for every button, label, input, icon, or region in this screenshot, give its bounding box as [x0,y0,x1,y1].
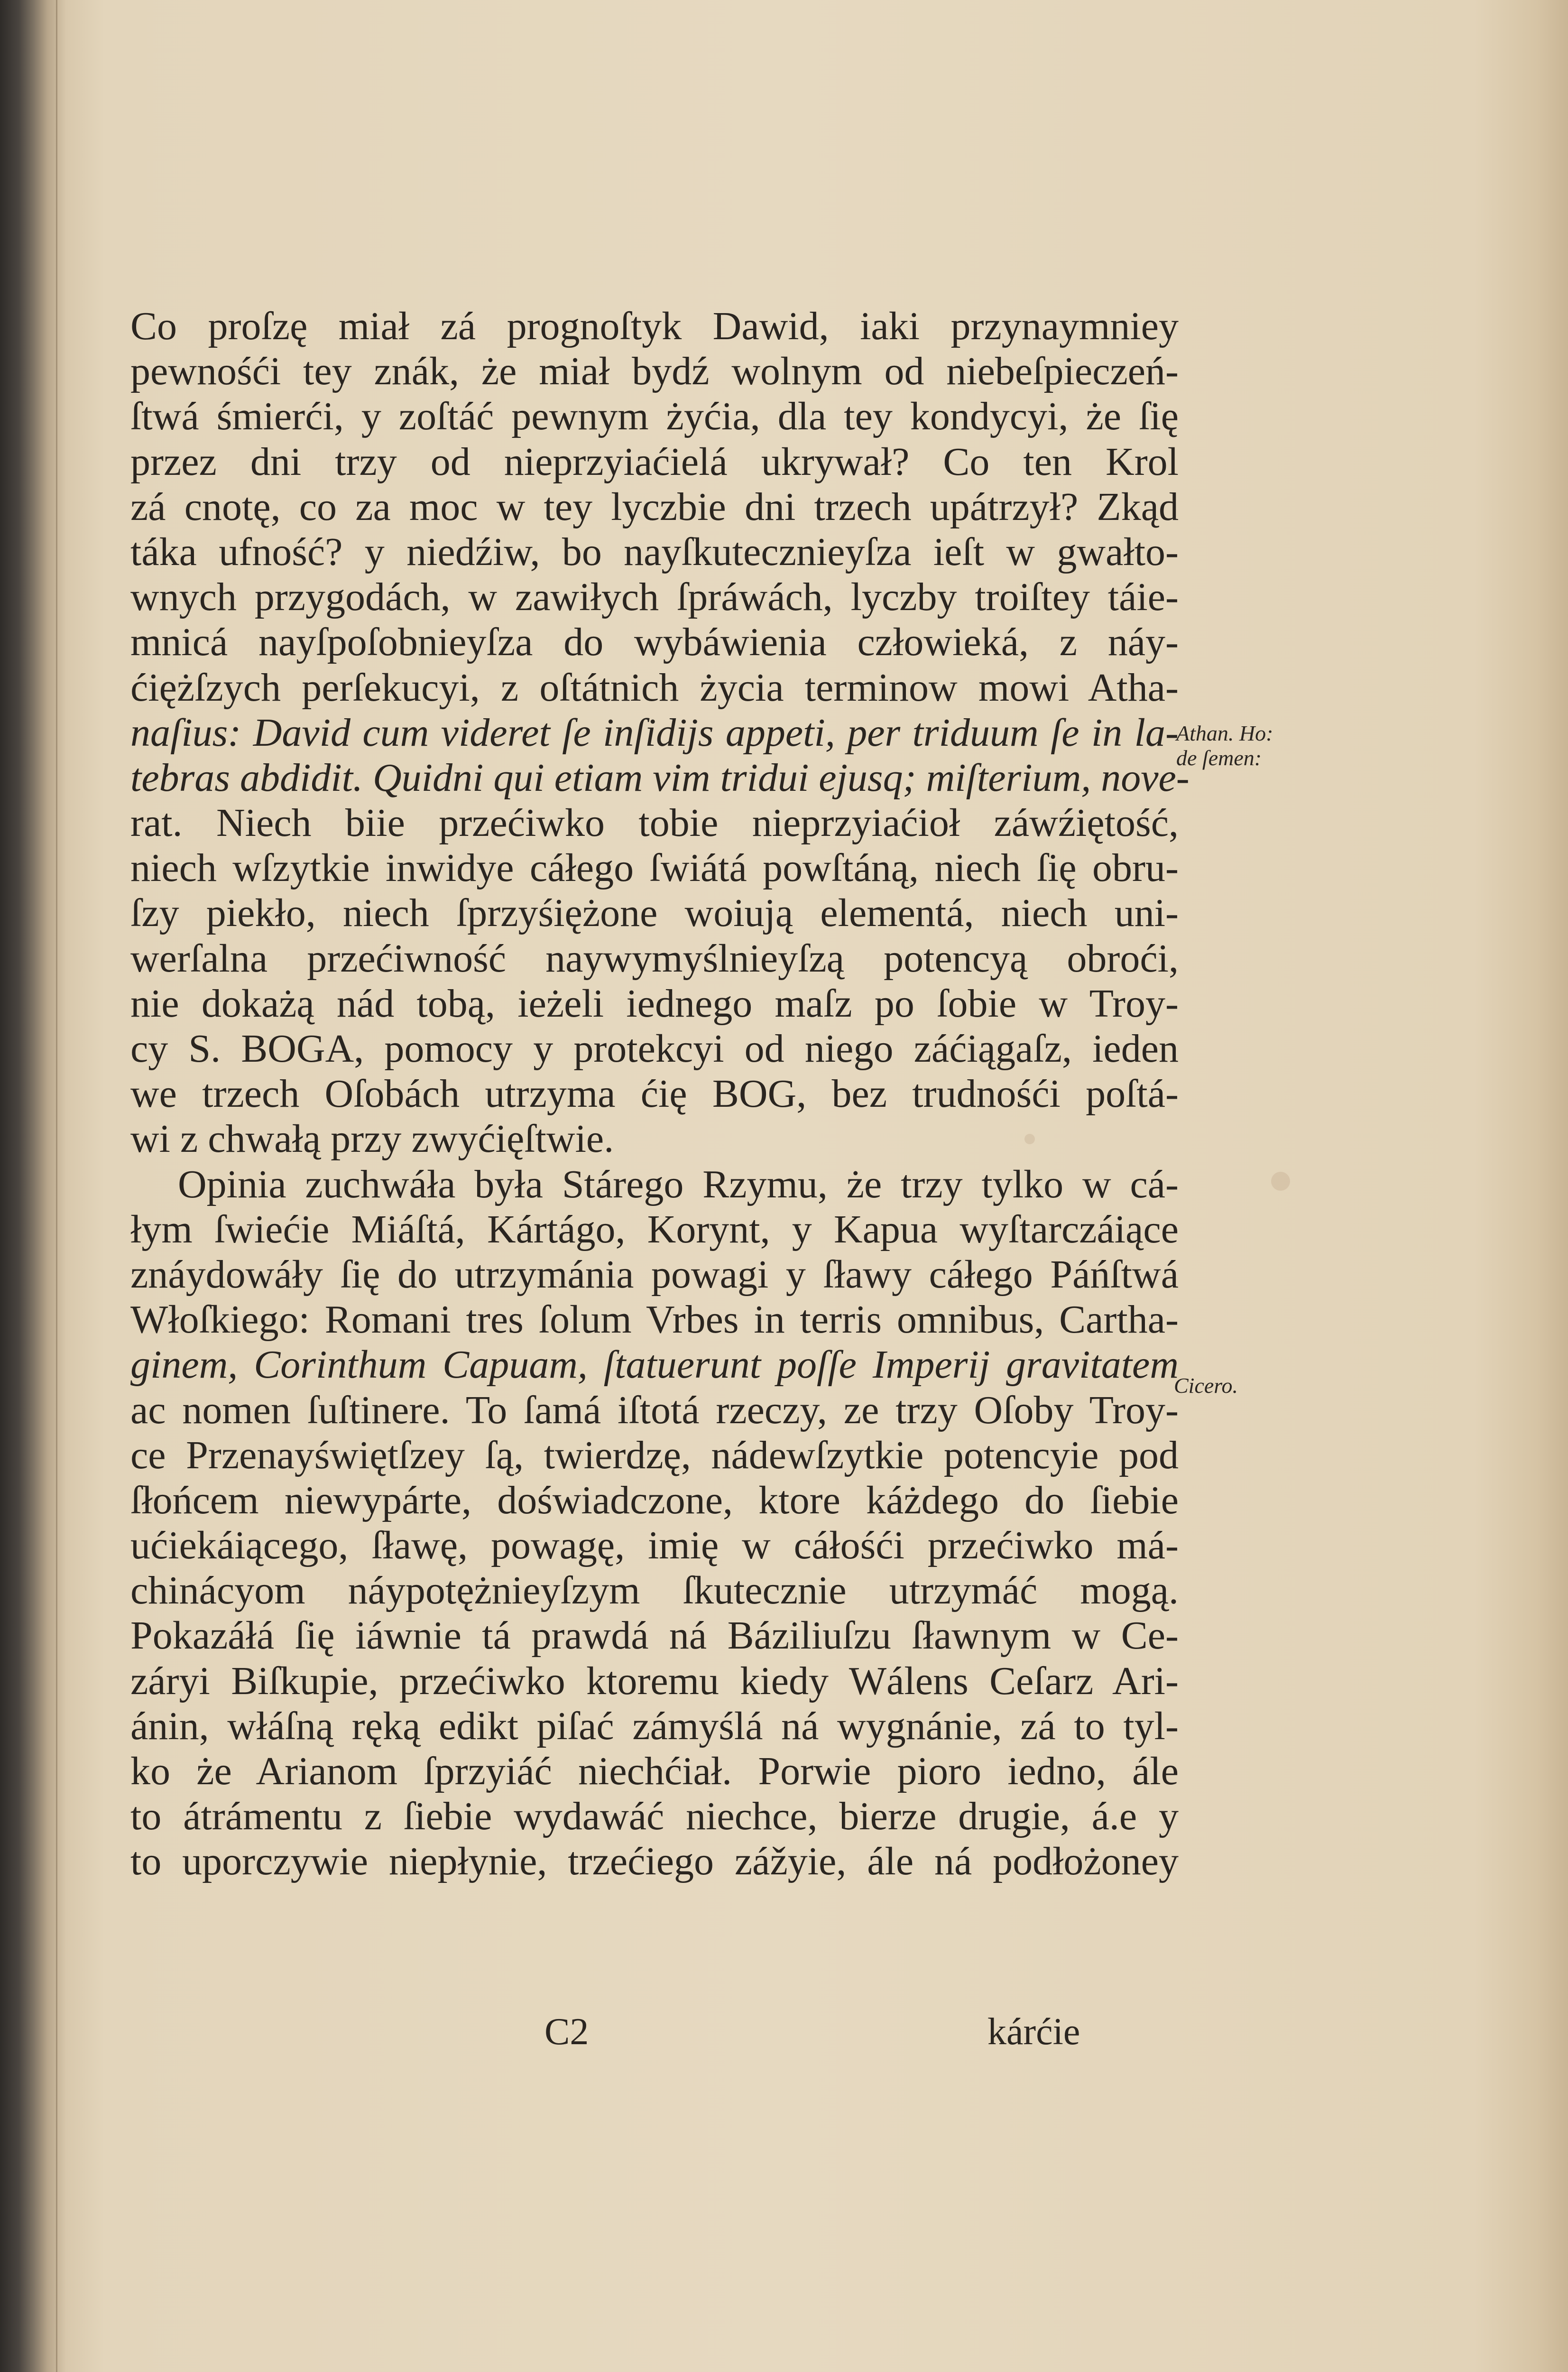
text-line: ſłońcem niewypárte, doświadczone, ktore káżdego do ſiebie [130,1478,1179,1522]
text-line: wi z chwałą przy zwyćięſtwie. [130,1117,614,1161]
text-line-latin: ginem, Corinthum Capuam, ſtatuerunt poſſe Imperij gravitatem [130,1343,1179,1387]
text-line: nie dokażą nád tobą, ieżeli iednego maſz po ſobie w Troy- [130,981,1179,1026]
text-line: pewnośći tey znák, że miał bydź wolnym od niebeſpieczeń- [130,349,1179,394]
text-line: niech wſzytkie inwidye cáłego ſwiátá powſtáną, niech ſię obru- [130,846,1179,890]
text-line: ſzy piekło, niech ſprzyśiężone woiują elementá, niech uni- [130,891,1179,936]
text-line: werſalna przećiwność naywymyślnieyſzą potencyą obroći, [130,936,1179,981]
binding-gutter [56,0,57,2372]
text-line: łym ſwiećie Miáſtá, Kártágo, Korynt, y Kapua wyſtarczáiące [130,1207,1179,1251]
text-line: to átrámentu z ſiebie wydawáć niechce, bierze drugie, á.e y [130,1794,1179,1839]
text-line-latin: naſius: David cum videret ſe inſidijs appeti, per triduum ſe in la- [130,710,1179,755]
text-line: Opinia zuchwáła była Stárego Rzymu, że trzy tylko w cá- [178,1162,1179,1206]
text-line: ánin, włáſną ręką edikt piſać zámyślá ná wygnánie, zá to tyl- [130,1704,1179,1748]
text-line: ko że Arianom ſprzyiáć niechćiał. Porwie pioro iedno, ále [130,1749,1179,1793]
text-line: ćiężſzych perſekucyi, z oſtátnich życia terminow mowi Atha- [130,665,1179,710]
text-line: táka ufność? y niedźiw, bo nayſkutecznieyſza ieſt w gwałto- [130,529,1179,574]
text-line: Włoſkiego: Romani tres ſolum Vrbes in terris omnibus, Cartha- [130,1297,1179,1342]
signature-mark: C2 [544,2011,589,2053]
paper-stain [1271,1172,1290,1191]
text-line: rat. Niech biie przećiwko tobie nieprzyiaćioł záwźiętość, [130,801,1179,845]
text-line: to uporczywie niepłynie, trzećiego zážyie, ále ná podłożoney [130,1839,1179,1884]
text-line: przez dni trzy od nieprzyiaćielá ukrywał? Co ten Krol [130,439,1179,484]
text-line: zá cnotę, co za moc w tey lyczbie dni trzech upátrzył? Zkąd [130,484,1179,529]
margin-note-athanasius: Athan. Ho: de ſemen: [1176,721,1273,770]
catchword: kárćie [987,2011,1080,2053]
text-line: ſtwá śmierći, y zoſtáć pewnym żyćia, dla tey kondycyi, że ſię [130,394,1179,439]
text-line: Co proſzę miał zá prognoſtyk Dawid, iaki przynaymniey [130,304,1179,348]
text-line: ac nomen ſuſtinere. To ſamá iſtotá rzeczy, ze trzy Oſoby Troy- [130,1388,1179,1432]
text-line: ce Przenayświętſzey ſą, twierdzę, nádewſzytkie potencyie pod [130,1433,1179,1477]
text-line: znáydowáły ſię do utrzymánia powagi y ſławy cáłego Páńſtwá [130,1252,1179,1297]
text-line: ućiekáiącego, ſławę, powagę, imię w cáłośći przećiwko má- [130,1523,1179,1568]
text-line: chinácyom náypotężnieyſzym ſkutecznie utrzymáć mogą. [130,1568,1179,1613]
margin-note-cicero: Cicero. [1174,1373,1238,1398]
text-line: wnych przygodách, w zawiłych ſpráwách, lyczby troiſtey táie- [130,575,1179,620]
text-line-latin: tebras abdidit. Quidni qui etiam vim tridui ejusq; miſterium, nove- [130,755,1190,800]
main-text-block [130,304,1190,1884]
text-line: mnicá nayſpoſobnieyſza do wybáwienia człowieká, z náy- [130,620,1179,665]
text-line: záryi Biſkupie, przećiwko ktoremu kiedy Wálens Ceſarz Ari- [130,1659,1179,1703]
text-line: we trzech Oſobách utrzyma ćię BOG, bez trudnośći poſtá- [130,1072,1179,1116]
text-line: Pokazáłá ſię iáwnie tá prawdá ná Báziliuſzu ſławnym w Ce- [130,1613,1179,1658]
text-line: cy S. BOGA, pomocy y protekcyi od niego záćiągaſz, ieden [130,1027,1179,1071]
